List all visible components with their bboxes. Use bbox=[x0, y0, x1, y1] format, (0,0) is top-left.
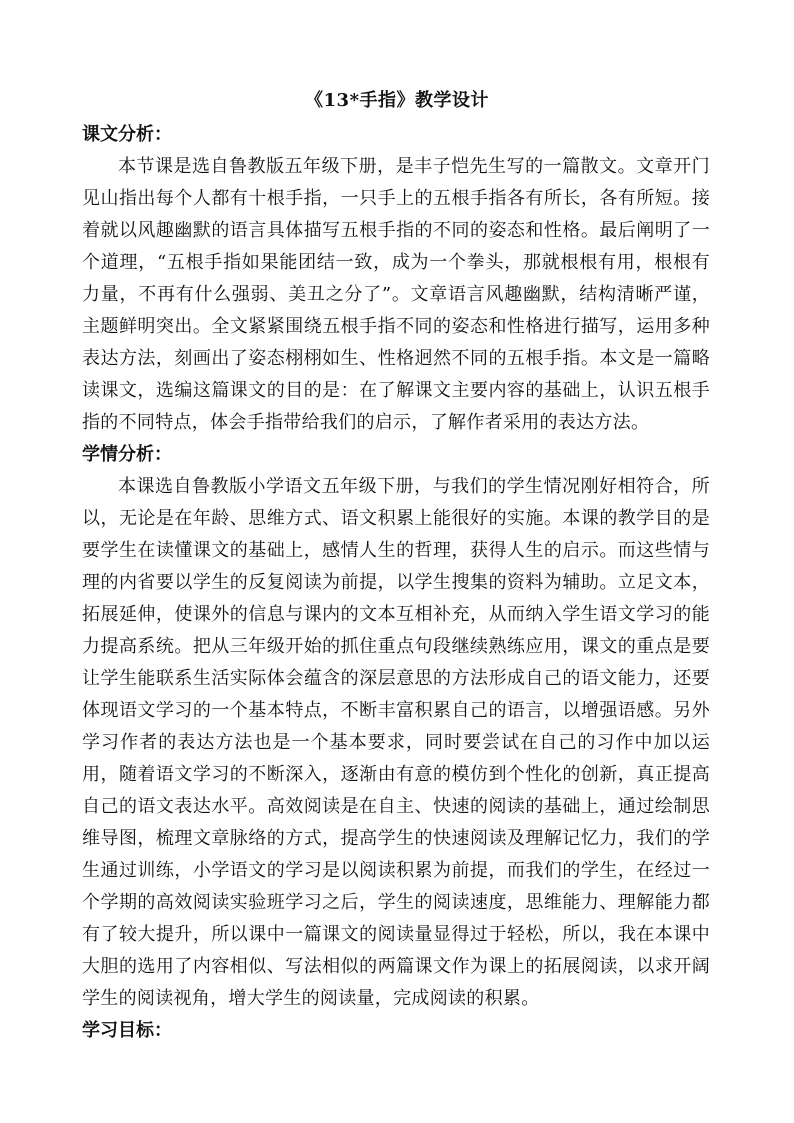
section-lesson-analysis bbox=[82, 119, 710, 439]
section-heading-learning-objectives: 学习目标： bbox=[82, 1020, 172, 1041]
section-paragraph-lesson-analysis: 本节课是选自鲁教版五年级下册，是丰子恺先生写的一篇散文。文章开门见山指出每个人都有十根手指，一只手上的五根手指各有所长，各有所短。接着就以风趣幽默的语言具体描写五根手指的不同的姿态和性格。最后阐明了一个道理，“五根手指如果能团结一致，成为一个拳头，那就根根有用，根根有力量，不再有什么强弱、美丑之分了”。文章语言风趣幽默，结构清晰严谨，主题鲜明突出。全文紧紧围绕五根手指不同的姿态和性格进行描写，运用多种表达方法，刻画出了姿态栩栩如生、性格迥然不同的五根手指。本文是一篇略读课文，选编这篇课文的目的是：在了解课文主要内容的基础上，认识五根手指的不同特点，体会手指带给我们的启示，了解作者采用的表达方法。 bbox=[82, 156, 710, 433]
section-learner-analysis bbox=[82, 439, 710, 1015]
section-paragraph-learner-analysis: 本课选自鲁教版小学语文五年级下册，与我们的学生情况刚好相符合，所以，无论是在年龄、思维方式、语文积累上能很好的实施。本课的教学目的是要学生在读懂课文的基础上，感情人生的哲理，获得人生的启示。而这些情与理的内省要以学生的反复阅读为前提，以学生搜集的资料为辅助。立足文本，拓展延伸，使课外的信息与课内的文本互相补充，从而纳入学生语文学习的能力提高系统。把从三年级开始的抓住重点句段继续熟练应用，课文的重点是要让学生能联系生活实际体会蕴含的深层意思的方法形成自己的语文能力，还要体现语文学习的一个基本特点，不断丰富积累自己的语言，以增强语感。另外学习作者的表达方法也是一个基本要求，同时要尝试在自己的习作中加以运用，随着语文学习的不断深入，逐渐由有意的模仿到个性化的创新，真正提高自己的语文表达水平。高效阅读是在自主、快速的阅读的基础上，通过绘制思维导图，梳理文章脉络的方式，提高学生的快速阅读及理解记忆力，我们的学生通过训练，小学语文的学习是以阅读积累为前提，而我们的学生，在经过一个学期的高效阅读实验班学习之后，学生的阅读速度，思维能力、理解能力都有了较大提升，所以课中一篇课文的阅读量显得过于轻松，所以，我在本课中大胆的选用了内容相似、写法相似的两篇课文作为课上的拓展阅读，以求开阔学生的阅读视角，增大学生的阅读量，完成阅读的积累。 bbox=[82, 476, 710, 1009]
document-body bbox=[82, 119, 710, 1047]
section-heading-lesson-analysis: 课文分析： bbox=[82, 124, 172, 145]
document-title: 《13*手指》教学设计 bbox=[305, 90, 489, 111]
section-heading-learner-analysis: 学情分析： bbox=[82, 444, 172, 465]
section-learning-objectives bbox=[82, 1015, 710, 1047]
